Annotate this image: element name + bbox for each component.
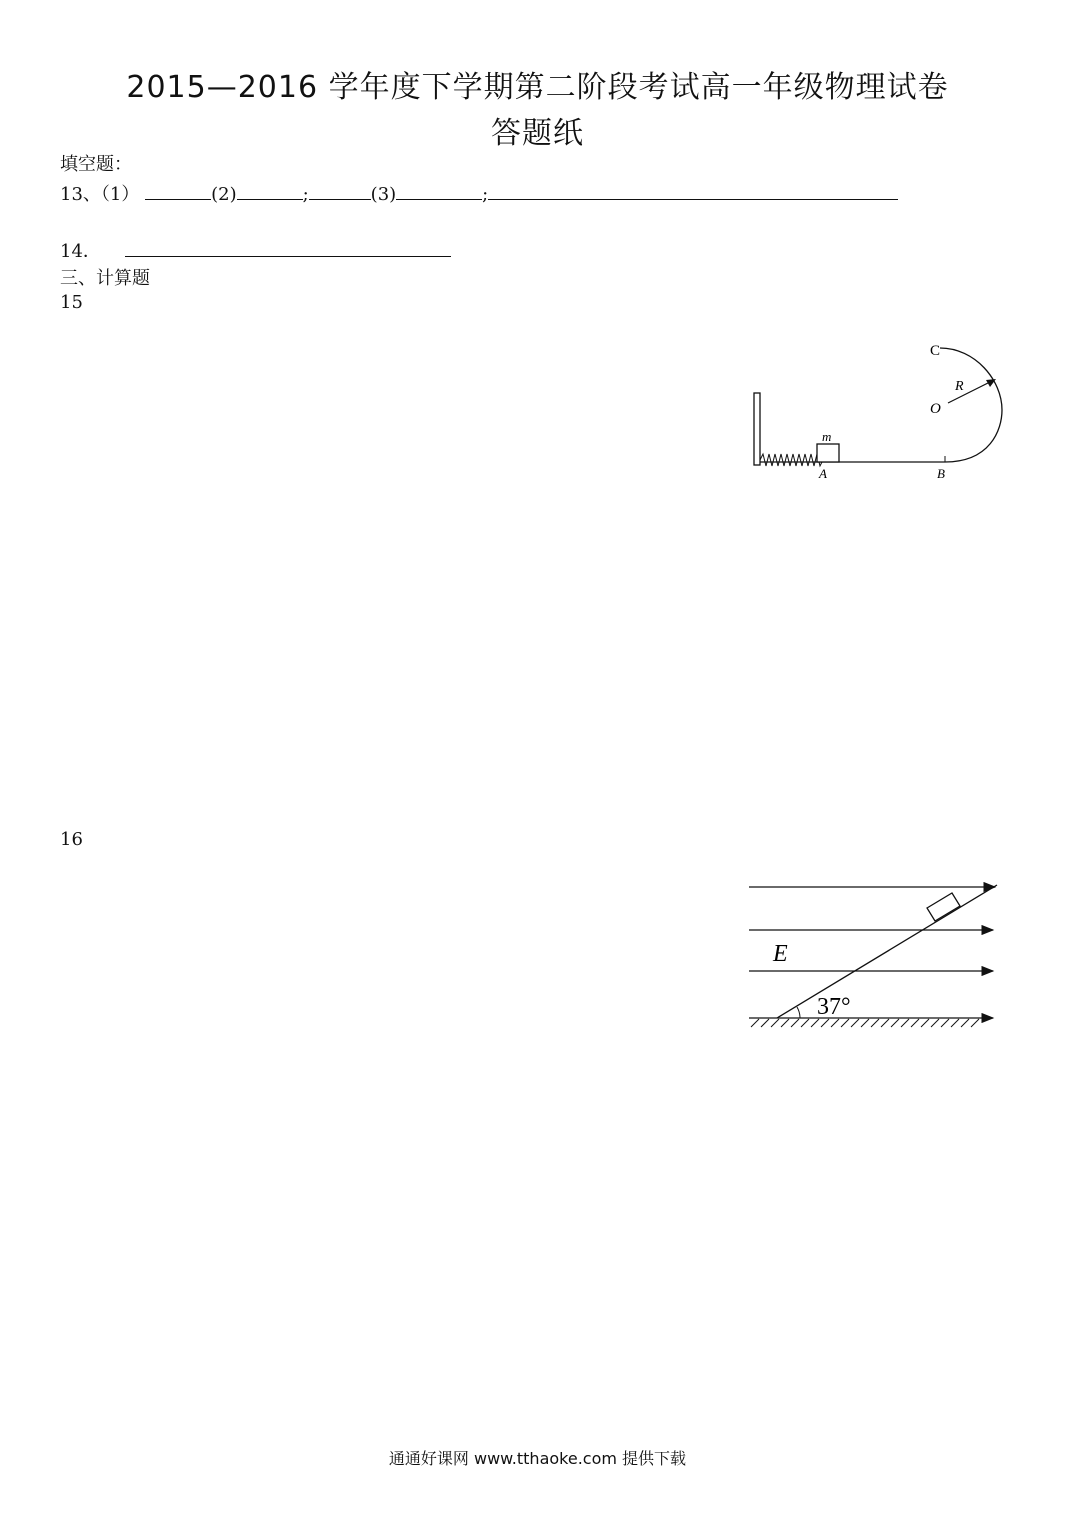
label-r: R — [955, 379, 964, 394]
incline — [777, 885, 997, 1018]
ground-hatching — [751, 1019, 979, 1027]
page-subtitle: 答题纸 — [491, 116, 584, 151]
label-angle: 37° — [817, 994, 851, 1020]
q13-part3-label: (3) — [370, 184, 397, 205]
label-e: E — [773, 941, 788, 967]
question-13-row — [60, 180, 898, 206]
question-14-row — [60, 237, 451, 263]
label-c: C — [930, 343, 941, 359]
q13-answer-1-blank[interactable] — [145, 183, 211, 200]
q13-part2-label: (2) — [211, 184, 237, 205]
q15-figure — [740, 335, 1020, 485]
label-a: A — [819, 466, 827, 481]
calc-heading: 三、计算题 — [60, 268, 150, 289]
angle-arc — [797, 1007, 800, 1018]
q14-number: 14． — [60, 241, 101, 262]
label-m: m — [822, 429, 832, 444]
page-title: 2015—2016 学年度下学期第二阶段考试高一年级物理试卷 — [126, 70, 949, 105]
q14-answer-blank[interactable] — [125, 240, 451, 257]
q13-answer-2a-blank[interactable] — [237, 183, 303, 200]
q13-answer-3b-blank[interactable] — [488, 183, 898, 200]
block-m — [817, 444, 839, 462]
spring — [760, 454, 823, 466]
q16-number: 16 — [60, 829, 83, 850]
q13-sep-1: ; — [302, 184, 309, 205]
q13-answer-3a-blank[interactable] — [396, 183, 482, 200]
fill-heading: 填空题： — [60, 154, 132, 175]
q13-answer-2b-blank[interactable] — [309, 183, 371, 200]
q13-number: 13、 — [60, 184, 101, 205]
semicircle-track — [940, 348, 1002, 462]
label-b: B — [937, 466, 945, 481]
footer-text: 通通好课网 www.tthaoke.com 提供下载 — [388, 1449, 687, 1468]
q15-number: 15 — [60, 292, 83, 313]
q13-part1-label: （1） — [100, 184, 140, 205]
q16-figure — [745, 875, 1005, 1035]
label-o: O — [930, 401, 941, 417]
wall — [754, 393, 760, 465]
q13-sep-2: ; — [482, 184, 489, 205]
